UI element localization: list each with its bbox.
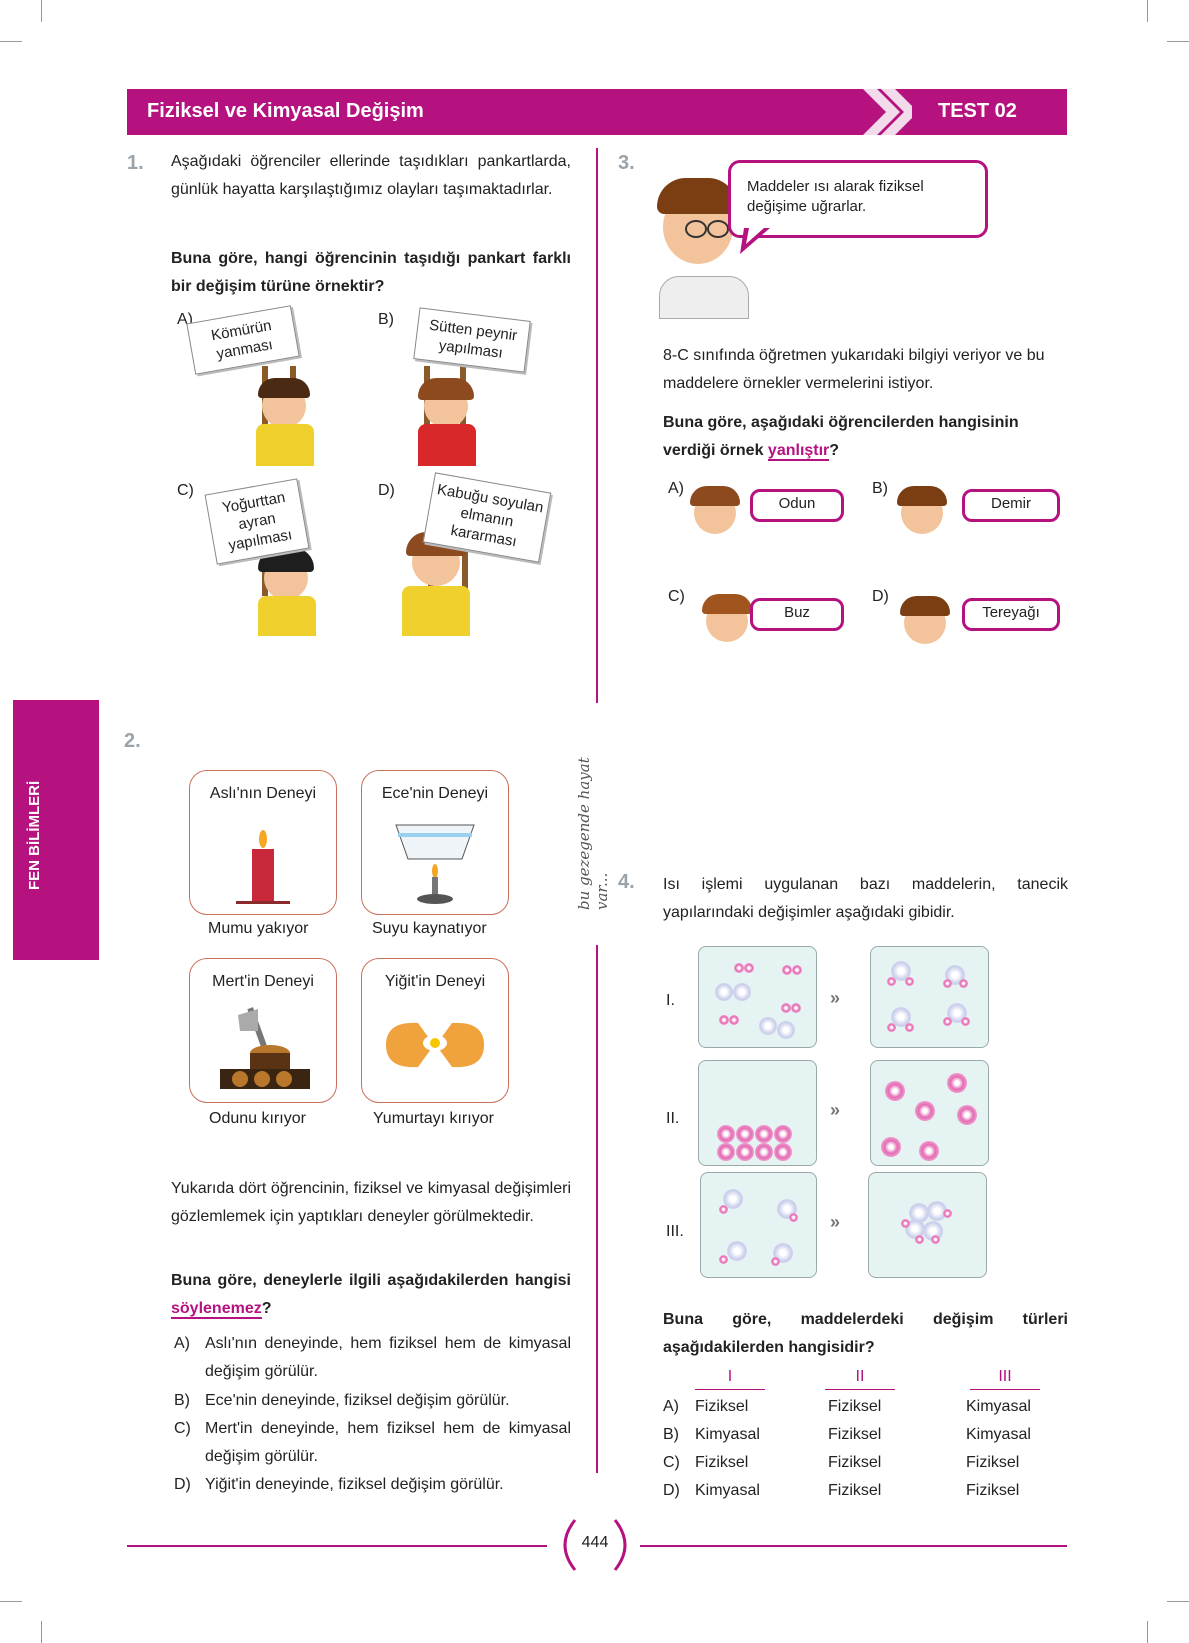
- crop-mark: [1147, 1621, 1148, 1643]
- particle-panel: [870, 946, 989, 1048]
- question-number: 2.: [124, 730, 141, 752]
- question-prompt: Buna göre, deneylerle ilgili aşağıdakilerden hangisi söylenemez?: [171, 1272, 571, 1317]
- page-title: Fiziksel ve Kimyasal Değişim: [147, 100, 424, 122]
- answer-bubble: Buz: [750, 598, 844, 631]
- table-header: III: [998, 1368, 1012, 1385]
- row-label: III.: [666, 1223, 684, 1240]
- question-text: Aşağıdaki öğrenciler ellerinde taşıdıkları pankartlarda, günlük hayatta karşılaştığımız olayları taşımaktadırlar.: [171, 153, 571, 198]
- student-c: [190, 476, 350, 636]
- table-cell: Kimyasal: [966, 1398, 1031, 1415]
- option-text: Ece'nin deneyinde, fiziksel değişim görülür.: [205, 1392, 510, 1409]
- placard: Sütten peynir yapılması: [413, 307, 531, 372]
- egg-icon: [378, 1015, 492, 1075]
- burner-icon: [390, 819, 480, 909]
- answer-bubble: Tereyağı: [962, 598, 1060, 631]
- table-row-letter: B): [663, 1426, 679, 1443]
- option-letter: D): [174, 1476, 191, 1493]
- question-text: 8-C sınıfında öğretmen yukarıdaki bilgiyi veriyor ve bu maddelere örnekler vermelerini istiyor.: [663, 347, 1045, 392]
- arrow-icon: »: [830, 988, 841, 1008]
- placard: Kömürün yanması: [186, 305, 299, 375]
- experiment-box: [189, 770, 337, 915]
- crop-mark: [1167, 1601, 1189, 1602]
- particle-panel: [698, 946, 817, 1048]
- question-number: 3.: [618, 152, 635, 174]
- student-d: [388, 476, 548, 636]
- question-text: Yukarıda dört öğrencinin, fiziksel ve kimyasal değişimleri gözlemlemek için yaptıkları deneyler görülmektedir.: [171, 1180, 571, 1225]
- table-cell: Fiziksel: [828, 1426, 882, 1443]
- option-letter: A): [177, 311, 193, 328]
- particle-panel: [868, 1172, 987, 1278]
- table-header: II: [855, 1368, 865, 1385]
- student-avatar: [898, 596, 950, 648]
- particle-panel: [698, 1060, 817, 1166]
- question-prompt: Buna göre, maddelerdeki değişim türleri aşağıdakilerden hangisidir?: [663, 1311, 1068, 1356]
- experiment-box: [189, 958, 337, 1103]
- option-letter: A): [668, 480, 684, 497]
- experiment-caption: Yumurtayı kırıyor: [373, 1110, 494, 1127]
- student-avatar: [895, 486, 947, 538]
- particle-panel: [700, 1172, 817, 1278]
- footer-line: [127, 1545, 547, 1547]
- table-cell: Kimyasal: [695, 1482, 760, 1499]
- placard: Kabuğu soyulan elmanın kararması: [423, 472, 552, 562]
- option-text: Aslı'nın deneyinde, hem fiziksel hem de kimyasal değişim görülür.: [205, 1335, 571, 1380]
- header-underline: [825, 1389, 895, 1390]
- candle-icon: [232, 827, 294, 907]
- table-cell: Fiziksel: [966, 1454, 1020, 1471]
- row-label: II.: [666, 1110, 680, 1127]
- table-cell: Kimyasal: [966, 1426, 1031, 1443]
- crop-mark: [0, 41, 22, 42]
- student-avatar: [700, 594, 752, 646]
- arrow-icon: »: [830, 1100, 841, 1120]
- footer-line: [640, 1545, 1067, 1547]
- experiment-title: Yiğit'in Deneyi: [384, 973, 486, 990]
- answer-bubble: Odun: [750, 489, 844, 522]
- particle-panel: [870, 1060, 989, 1166]
- table-header: I: [727, 1368, 733, 1385]
- speech-bubble: [728, 160, 988, 238]
- experiment-title: Mert'in Deneyi: [212, 973, 314, 990]
- arrow-icon: »: [830, 1212, 841, 1232]
- table-cell: Fiziksel: [828, 1398, 882, 1415]
- student-a: [190, 306, 350, 466]
- table-cell: Fiziksel: [695, 1454, 749, 1471]
- row-label: I.: [666, 992, 675, 1009]
- question-number: 4.: [618, 871, 635, 893]
- question-prompt: Buna göre, hangi öğrencinin taşıdığı pankart farklı bir değişim türüne örnektir?: [171, 250, 571, 295]
- table-cell: Fiziksel: [695, 1398, 749, 1415]
- column-divider: [596, 148, 598, 703]
- test-label: TEST 02: [938, 100, 1017, 122]
- table-cell: Kimyasal: [695, 1426, 760, 1443]
- option-letter: B): [872, 480, 888, 497]
- header-underline: [695, 1389, 765, 1390]
- table-cell: Fiziksel: [828, 1482, 882, 1499]
- experiment-caption: Suyu kaynatıyor: [372, 920, 487, 937]
- placard: Yoğurttan ayran yapılması: [205, 478, 310, 564]
- option-letter: B): [378, 311, 394, 328]
- crop-mark: [41, 0, 42, 22]
- subject-label: FEN BİLİMLERİ: [26, 780, 43, 890]
- experiment-box: [361, 958, 509, 1103]
- option-letter: C): [177, 482, 194, 499]
- table-row-letter: D): [663, 1482, 680, 1499]
- crop-mark: [1147, 0, 1148, 22]
- table-row-letter: A): [663, 1398, 679, 1415]
- table-cell: Fiziksel: [828, 1454, 882, 1471]
- experiment-title: Aslı'nın Deneyi: [209, 785, 317, 802]
- question-number: 1.: [127, 152, 144, 174]
- speech-tail-icon: [738, 228, 778, 256]
- table-row-letter: C): [663, 1454, 680, 1471]
- crop-mark: [1167, 41, 1189, 42]
- table-cell: Fiziksel: [966, 1482, 1020, 1499]
- question-prompt: Buna göre, aşağıdaki öğrencilerden hangisinin verdiği örnek yanlıştır?: [663, 414, 1019, 459]
- experiment-caption: Mumu yakıyor: [208, 920, 309, 937]
- question-text: Isı işlemi uygulanan bazı maddelerin, tanecik yapılarındaki değişimler aşağıdaki gibidir.: [663, 876, 1068, 921]
- crop-mark: [0, 1601, 22, 1602]
- crop-mark: [41, 1621, 42, 1643]
- experiment-caption: Odunu kırıyor: [209, 1110, 306, 1127]
- slogan: bu gezegende hayat var...: [575, 757, 611, 910]
- header-underline: [970, 1389, 1040, 1390]
- experiment-box: [361, 770, 509, 915]
- student-b: [388, 306, 548, 466]
- axe-wood-icon: [210, 1001, 320, 1099]
- student-avatar: [688, 486, 740, 538]
- option-letter: C): [668, 588, 685, 605]
- option-text: Yiğit'in deneyinde, fiziksel değişim görülür.: [205, 1476, 504, 1493]
- page-number: 444: [581, 1534, 609, 1551]
- option-letter: B): [174, 1392, 190, 1409]
- option-letter: D): [378, 482, 395, 499]
- answer-bubble: Demir: [962, 489, 1060, 522]
- option-letter: D): [872, 588, 889, 605]
- speech-text: Maddeler ısı alarak fiziksel değişime uğrarlar.: [747, 178, 924, 215]
- option-text: Mert'in deneyinde, hem fiziksel hem de kimyasal değişim görülür.: [205, 1420, 571, 1465]
- option-letter: A): [174, 1335, 190, 1352]
- experiment-title: Ece'nin Deneyi: [381, 785, 489, 802]
- option-letter: C): [174, 1420, 191, 1437]
- column-divider: [596, 945, 598, 1473]
